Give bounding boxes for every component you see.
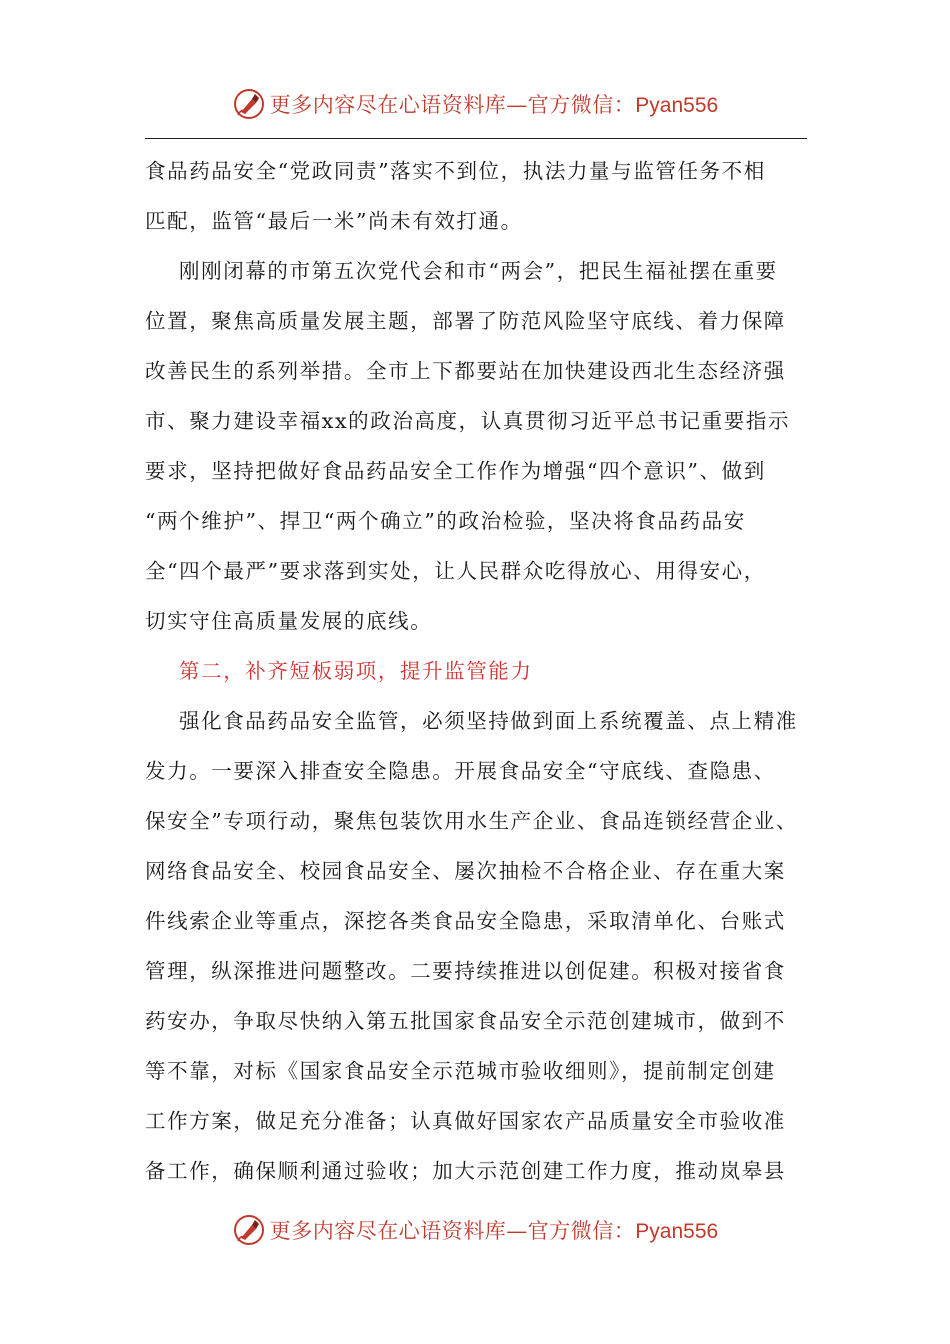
body-line: 改善民生的系列举措。全市上下都要站在加快建设西北生态经济强 [145, 359, 786, 383]
body-line: 发力。一要深入排查安全隐患。开展食品安全“守底线、查隐患、 [145, 759, 776, 783]
watermark-handle: Pyan556 [635, 1220, 719, 1243]
section-heading: 第二，补齐短板弱项，提升监管能力 [179, 659, 533, 683]
body-line: 网络食品安全、校园食品安全、屡次抽检不合格企业、存在重大案 [145, 859, 786, 883]
body-line: 位置，聚焦高质量发展主题，部署了防范风险坚守底线、着力保障 [145, 309, 786, 333]
header-watermark [0, 84, 950, 124]
footer-watermark [0, 1210, 950, 1250]
body-line: 保安全”专项行动，聚焦包装饮用水生产企业、食品连锁经营企业、 [145, 809, 798, 833]
body-line: 管理，纵深推进问题整改。二要持续推进以创促建。积极对接省食 [145, 959, 786, 983]
watermark-handle: Pyan556 [635, 94, 719, 117]
body-line: “两个维护”、捍卫“两个确立”的政治检验，坚决将食品药品安 [145, 509, 746, 533]
body-line: 药安办，争取尽快纳入第五批国家食品安全示范创建城市，做到不 [145, 1009, 786, 1033]
body-line: 件线索企业等重点，深挖各类食品安全隐患，采取清单化、台账式 [145, 909, 786, 933]
body-line: 切实守住高质量发展的底线。 [145, 609, 433, 633]
body-line: 全“四个最严”要求落到实处，让人民群众吃得放心、用得安心， [145, 559, 766, 583]
body-line: 要求，坚持把做好食品药品安全工作作为增强“四个意识”、做到 [145, 459, 766, 483]
body-line: 工作方案，做足充分准备；认真做好国家农产品质量安全市验收准 [145, 1109, 786, 1133]
body-line: 食品药品安全“党政同责”落实不到位，执法力量与监管任务不相 [145, 159, 766, 183]
body-line: 等不靠，对标《国家食品安全示范城市验收细则》，提前制定创建 [145, 1059, 776, 1083]
document-body [145, 146, 807, 1196]
pen-nib-icon [232, 1213, 266, 1247]
header-divider [145, 138, 807, 139]
pen-nib-icon [232, 87, 266, 121]
body-line: 匹配，监管“最后一米”尚未有效打通。 [145, 209, 523, 233]
body-line: 备工作，确保顺利通过验收；加大示范创建工作力度，推动岚皋县 [145, 1159, 786, 1183]
paragraph-start-line: 强化食品药品安全监管，必须坚持做到面上系统覆盖、点上精准 [179, 709, 798, 733]
watermark-text: 更多内容尽在心语资料库—官方微信：Pyan556 [269, 93, 719, 117]
paragraph-start-line: 刚刚闭幕的市第五次党代会和市“两会”，把民生福祉摆在重要 [179, 259, 778, 283]
body-line: 市、聚力建设幸福xx的政治高度，认真贯彻习近平总书记重要指示 [145, 409, 791, 433]
watermark-text: 更多内容尽在心语资料库—官方微信：Pyan556 [269, 1219, 719, 1243]
